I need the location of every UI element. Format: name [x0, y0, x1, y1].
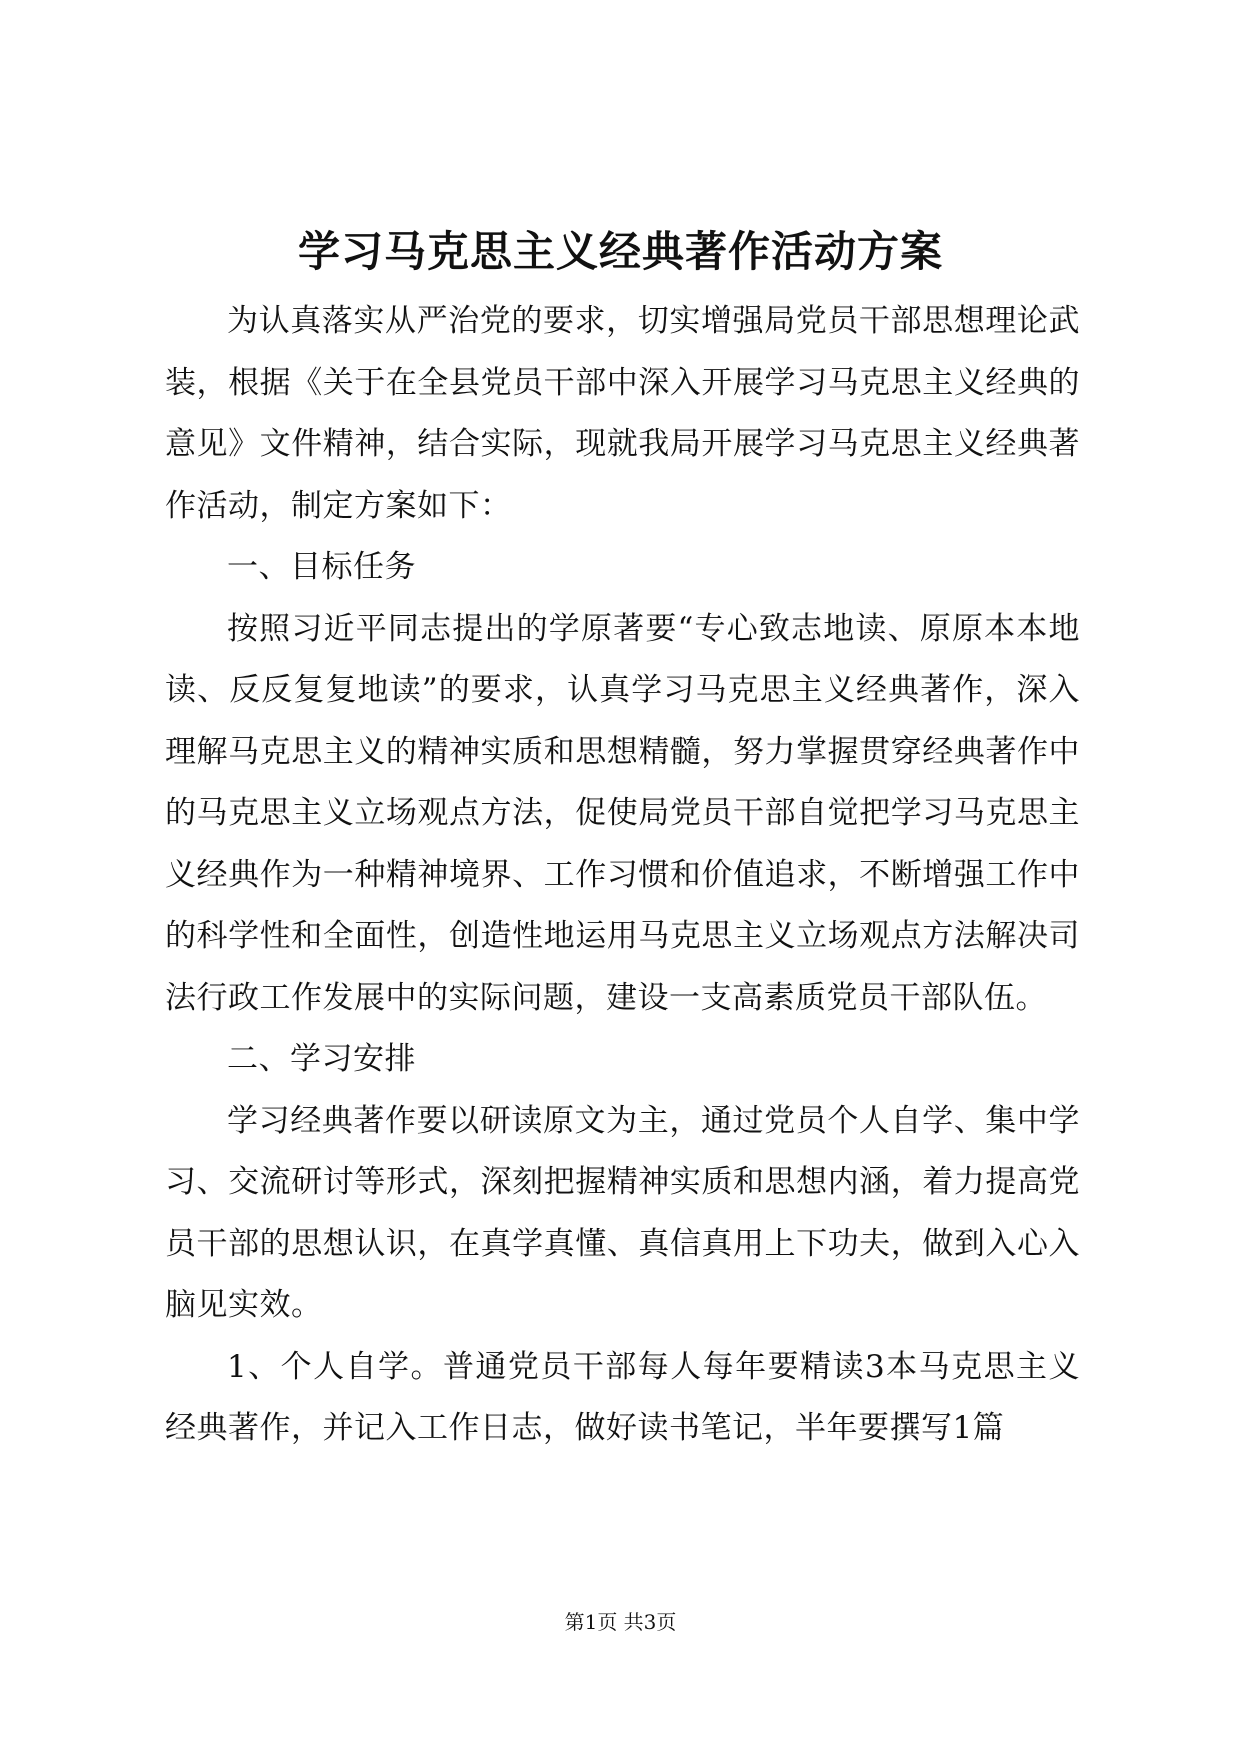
- page-footer: 第1页 共3页: [564, 1610, 677, 1634]
- section-heading-arrangement: 二、学习安排: [227, 1041, 416, 1077]
- document-title: 学习马克思主义经典著作活动方案: [297, 227, 943, 276]
- document-body: [165, 291, 1080, 1460]
- arrangement-paragraph: 学习经典著作要以研读原文为主，通过党员个人自学、集中学习、交流研讨等形式，深刻把握精神实质和思想内涵，着力提高党员干部的思想认识，在真学真懂、真信真用上下功夫，做到入心入脑见实效。: [165, 1102, 1080, 1323]
- section-heading-goals: 一、目标任务: [227, 549, 416, 585]
- intro-paragraph: 为认真落实从严治党的要求，切实增强局党员干部思想理论武装，根据《关于在全县党员干部中深入开展学习马克思主义经典的意见》文件精神，结合实际，现就我局开展学习马克思主义经典著作活动，制定方案如下：: [165, 303, 1080, 524]
- goals-paragraph: 按照习近平同志提出的学原著要“专心致志地读、原原本本地读、反反复复地读”的要求，认真学习马克思主义经典著作，深入理解马克思主义的精神实质和思想精髓，努力掌握贯穿经典著作中的马克思主义立场观点方法，促使局党员干部自觉把学习马克思主义经典作为一种精神境界、工作习惯和价值追求，不断增强工作中的科学性和全面性，创造性地运用马克思主义立场观点方法解决司法行政工作发展中的实际问题，建设一支高素质党员干部队伍。: [165, 610, 1080, 1016]
- self-study-paragraph: 1、个人自学。普通党员干部每人每年要精读3本马克思主义经典著作，并记入工作日志，做好读书笔记，半年要撰写1篇: [165, 1348, 1080, 1446]
